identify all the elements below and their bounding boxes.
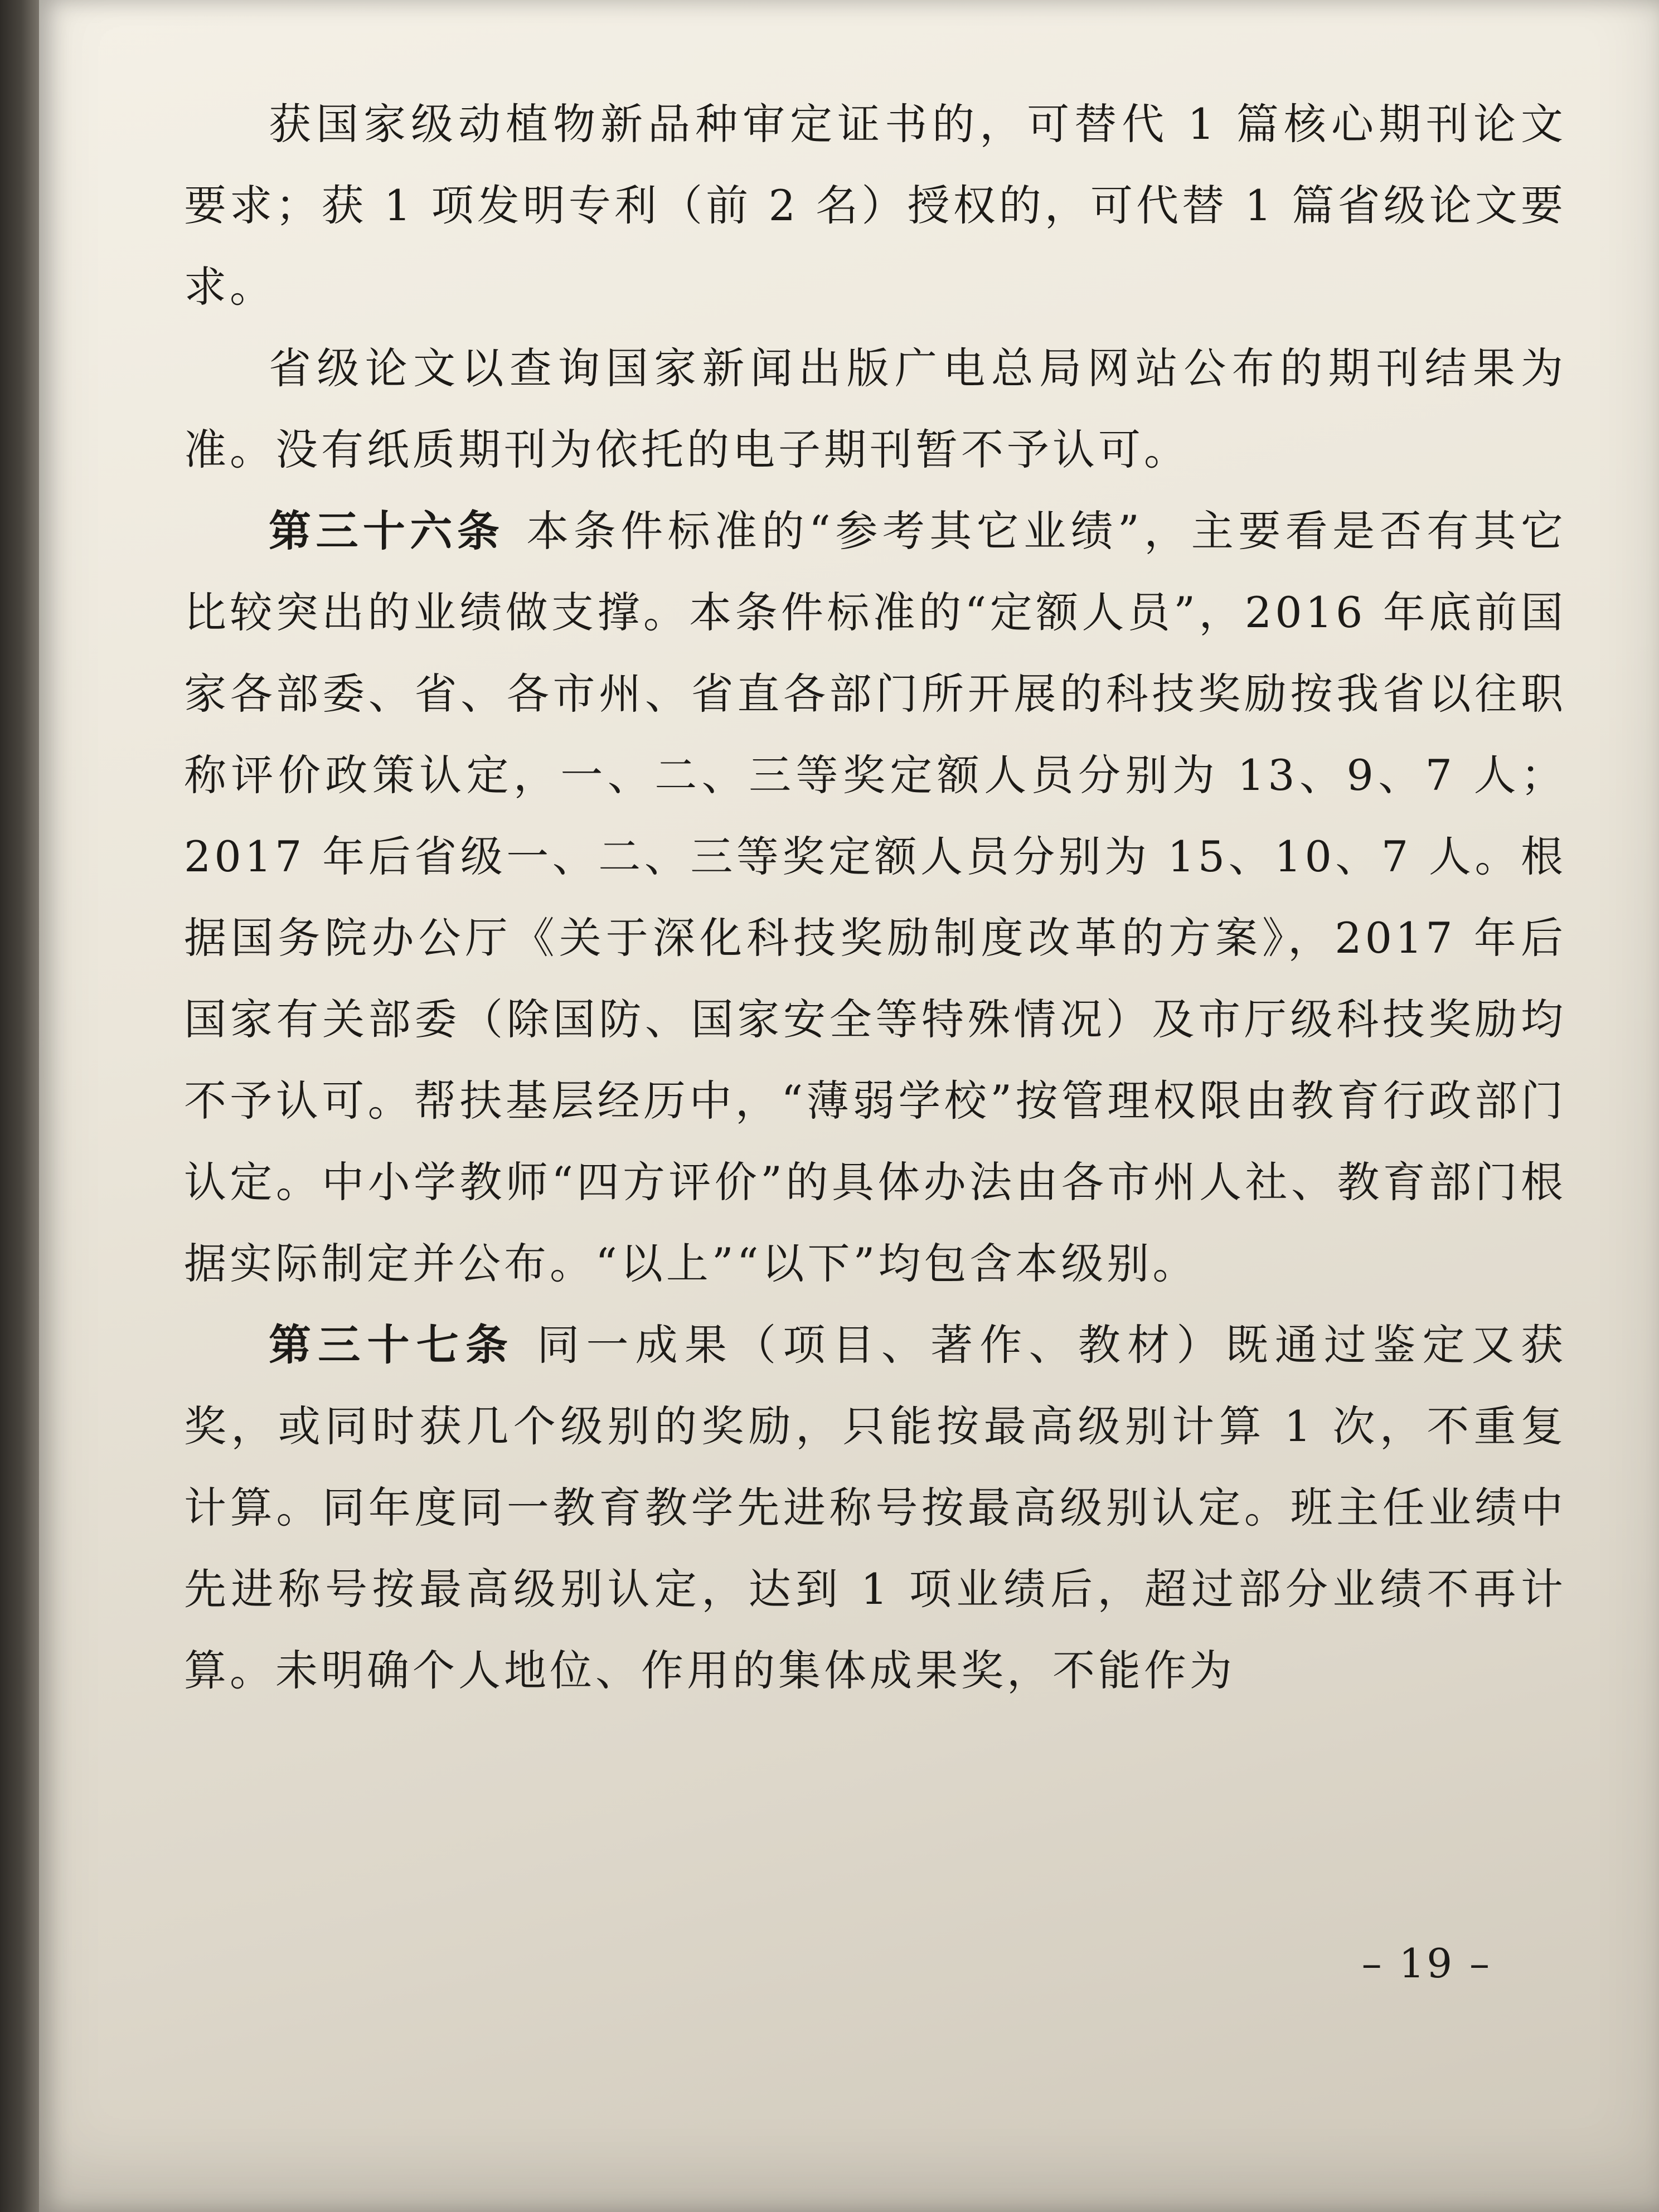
body-text bbox=[184, 84, 1566, 1711]
paragraph-2 bbox=[184, 328, 1566, 491]
article-37-title: 第三十七条 bbox=[269, 1320, 515, 1370]
paragraph-2-text: 省级论文以查询国家新闻出版广电总局网站公布的期刊结果为准。没有纸质期刊为依托的电子期刊暂不予认可。 bbox=[184, 343, 1566, 474]
paragraph-1 bbox=[184, 84, 1566, 328]
paragraph-1-text: 获国家级动植物新品种审定证书的，可替代 1 篇核心期刊论文要求；获 1 项发明专利（前 2 名）授权的，可代替 1 篇省级论文要求。 bbox=[184, 99, 1566, 312]
article-36 bbox=[184, 491, 1566, 1304]
article-37-text: 同一成果（项目、著作、教材）既通过鉴定又获奖，或同时获几个级别的奖励，只能按最高级别计算 1 次，不重复计算。同年度同一教育教学先进称号按最高级别认定。班主任业绩中先进称号按最高级别认定，达到 1 项业绩后，超过部分业绩不再计算。未明确个人地位、作用的集体成果奖，不能作为 bbox=[184, 1320, 1567, 1695]
document-page bbox=[39, 0, 1659, 2212]
page-number: – 19 – bbox=[1361, 1940, 1492, 1987]
article-36-title: 第三十六条 bbox=[269, 506, 505, 556]
article-36-text: 本条件标准的“参考其它业绩”，主要看是否有其它比较突出的业绩做支撑。本条件标准的“定额人员”，2016 年底前国家各部委、省、各市州、省直各部门所开展的科技奖励按我省以往职称评价政策认定，一、二、三等奖定额人员分别为 13、9、7 人；2017 年后省级一、二、三等奖定额人员分别为 15、10、7 人。根据国务院办公厅《关于深化科技奖励制度改革的方案》，2017 年后国家有关部委（除国防、国家安全等特殊情况）及市厅级科技奖励均不予认可。帮扶基层经历中，“薄弱学校”按管理权限由教育行政部门认定。中小学教师“四方评价”的具体办法由各市州人社、教育部门根据实际制定并公布。“以上”“以下”均包含本级别。 bbox=[184, 506, 1566, 1288]
article-37 bbox=[184, 1304, 1566, 1711]
book-binding bbox=[0, 0, 39, 2212]
